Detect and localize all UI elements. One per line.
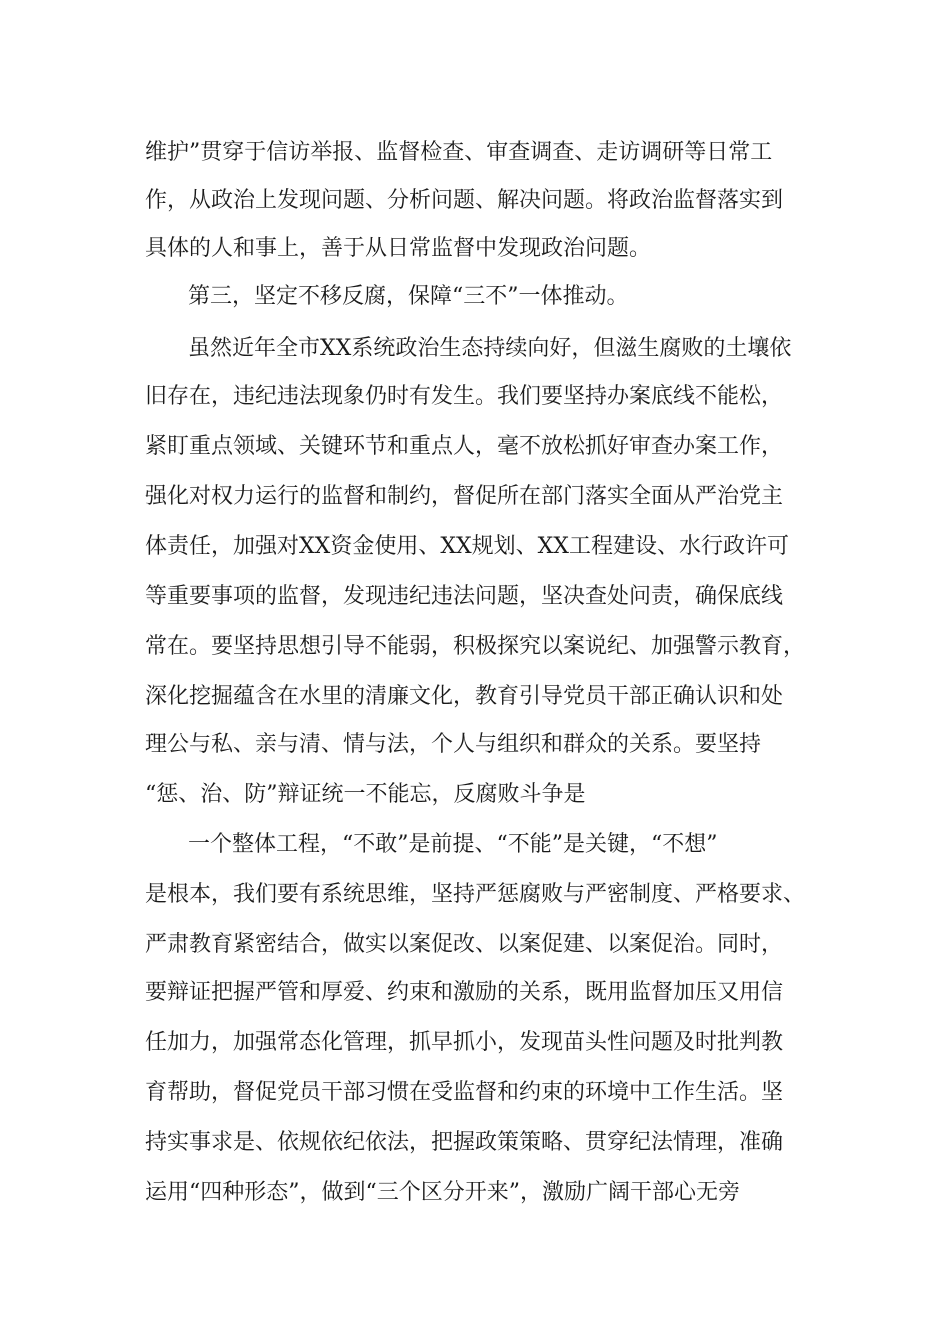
- text-line: 严肃教育紧密结合，做实以案促改、以案促建、以案促治。同时，: [145, 932, 784, 957]
- text-line: 维护”贯穿于信访举报、监督检查、审查调查、走访调研等日常工: [145, 140, 773, 165]
- text-line: 育帮助，督促党员干部习惯在受监督和约束的环境中工作生活。坚: [145, 1080, 784, 1105]
- text-line: 是根本，我们要有系统思维，坚持严惩腐败与严密制度、严格要求、: [145, 882, 806, 907]
- text-line: 常在。要坚持思想引导不能弱，积极探究以案说纪、加强警示教育，: [145, 634, 806, 659]
- text-line: 运用“四种形态”，做到“三个区分开来”，激励广阔干部心无旁: [145, 1180, 740, 1205]
- text-line: 要辩证把握严管和厚爱、约束和激励的关系，既用监督加压又用信: [145, 980, 784, 1005]
- text-line: 深化挖掘蕴含在水里的清廉文化，教育引导党员干部正确认识和处: [145, 684, 784, 709]
- text-line: 持实事求是、依规依纪依法，把握政策策略、贯穿纪法情理，准确: [145, 1130, 784, 1155]
- text-line: 一个整体工程，“不敢”是前提、“不能”是关键，“不想”: [188, 832, 718, 857]
- text-line: 任加力，加强常态化管理，抓早抓小，发现苗头性问题及时批判教: [145, 1030, 784, 1055]
- text-line: 具体的人和事上，善于从日常监督中发现政治问题。: [145, 236, 652, 261]
- text-line: 旧存在，违纪违法现象仍时有发生。我们要坚持办案底线不能松，: [145, 384, 784, 409]
- text-line: 作，从政治上发现问题、分析问题、解决问题。将政治监督落实到: [145, 188, 784, 213]
- text-line: 虽然近年全市XX系统政治生态持续向好，但滋生腐败的土壤依: [188, 336, 792, 361]
- text-line: 强化对权力运行的监督和制约，督促所在部门落实全面从严治党主: [145, 484, 784, 509]
- text-line: “惩、治、防”辩证统一不能忘，反腐败斗争是: [145, 782, 586, 807]
- text-line: 体责任，加强对XX资金使用、XX规划、XX工程建设、水行政许可: [145, 534, 789, 559]
- section-heading: 第三，坚定不移反腐，保障“三不”一体推动。: [188, 284, 629, 309]
- text-line: 理公与私、亲与清、情与法，个人与组织和群众的关系。要坚持: [145, 732, 762, 757]
- text-line: 紧盯重点领域、关键环节和重点人，毫不放松抓好审查办案工作，: [145, 434, 784, 459]
- text-line: 等重要事项的监督，发现违纪违法问题，坚决查处问责，确保底线: [145, 584, 784, 609]
